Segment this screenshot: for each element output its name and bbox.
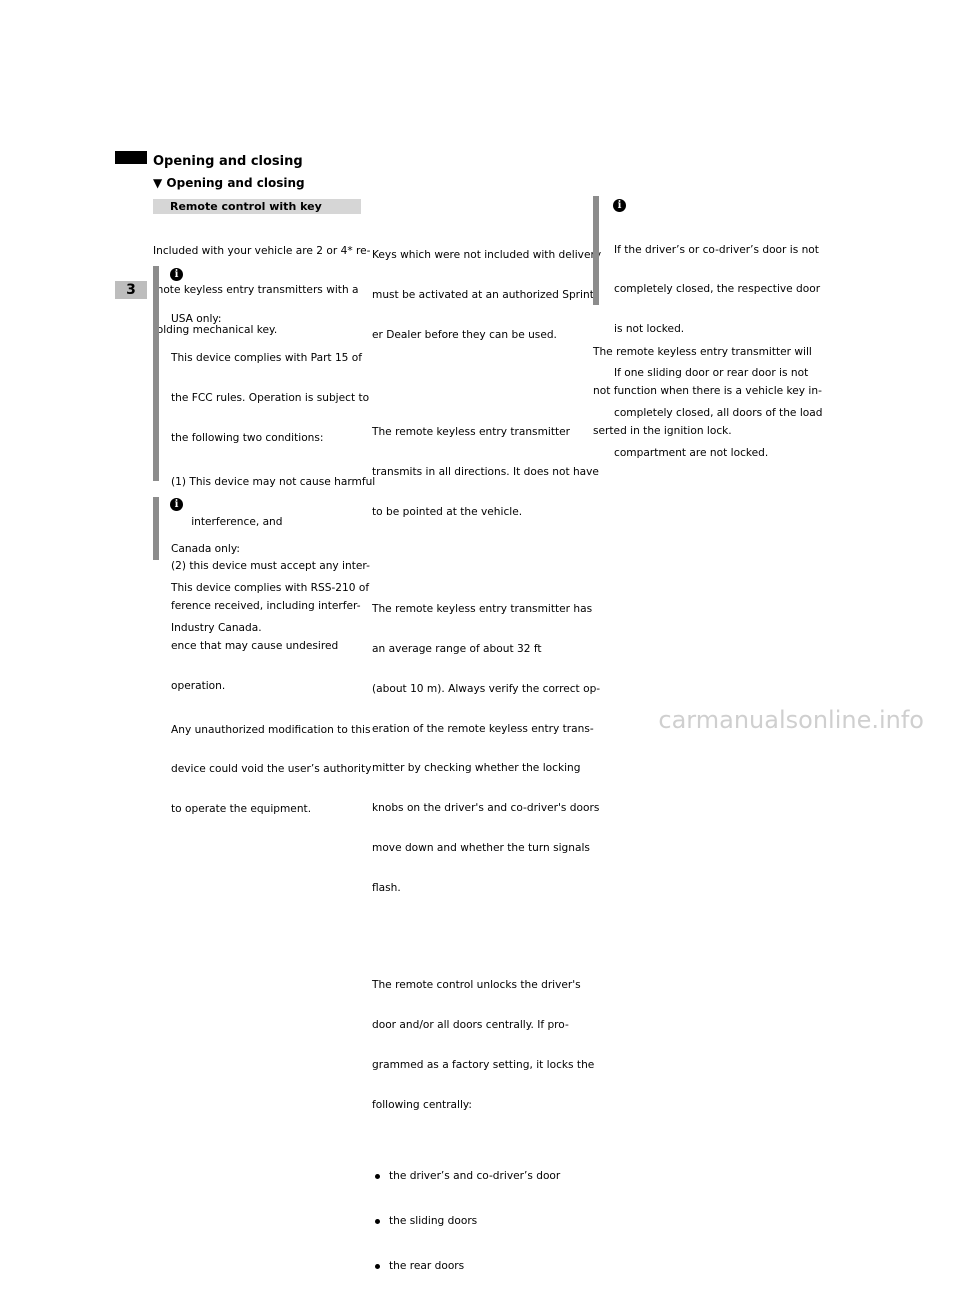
paragraph-activation: Keys which were not included with delivery must be activated at an authorized Sprint- er Dealer before they can be used. xyxy=(372,249,602,341)
paragraph-range: The remote keyless entry transmitter has an average range of about 32 ft (about 10 m). Always verify the correct op- eration of the remote keyless entry trans- mitter by checking whether the locking knobs on the driver's and co-driver's doors move down and whether the turn signals flash. xyxy=(372,602,601,895)
chapter-tab-marker xyxy=(115,151,147,164)
list-item: the sliding doors xyxy=(372,1215,601,1228)
list-item: the rear doors xyxy=(372,1260,601,1273)
intro-paragraph: Included with your vehicle are 2 or 4* re- mote keyless entry transmitters with a folding mechanical key. xyxy=(153,244,371,337)
subsection-heading: Remote control with key xyxy=(153,199,361,214)
page-header-title: Opening and closing xyxy=(153,154,303,169)
list-item: the driver’s and co-driver’s door xyxy=(372,1170,601,1183)
paragraph-ignition: The remote keyless entry transmitter will not function when there is a vehicle key in- serted in the ignition lock. xyxy=(593,345,822,438)
note-canada xyxy=(153,497,370,635)
triangle-down-icon: ▼ xyxy=(153,176,163,190)
info-icon: i xyxy=(170,268,183,281)
section-title-text: Opening and closing xyxy=(166,176,305,190)
note-canada-text: Canada only: This device complies with RSS-210 of Industry Canada. xyxy=(171,542,370,635)
chapter-number: 3 xyxy=(115,281,147,299)
note-doors-text: If the driver’s or co-driver’s door is not completely closed, the respective door is not locked. If one sliding door or rear door is not completely closed, all doors of the load compartment are not locked. xyxy=(614,243,823,460)
info-icon: i xyxy=(613,199,626,212)
watermark: carmanualsonline.info xyxy=(658,706,924,734)
note-usa-text: USA only: This device complies with Part 15 of the FCC rules. Operation is subject to the following two conditions: (1) This device may not cause harmful interference, and (2) this device must accept any inter- ference received, including interfer- ence that may cause undesired operation. Any unauthorized modification to this device could void the user’s authority to operate the equipment. xyxy=(171,312,376,816)
middle-column xyxy=(372,196,601,1291)
section-title xyxy=(153,176,305,190)
paragraph-direction: The remote keyless entry transmitter transmits in all directions. It does not have to be pointed at the vehicle. xyxy=(372,426,599,518)
paragraph-unlocking: The remote control unlocks the driver's door and/or all doors centrally. If pro- grammed as a factory setting, it locks the following centrally: xyxy=(372,979,595,1111)
info-icon: i xyxy=(170,498,183,511)
